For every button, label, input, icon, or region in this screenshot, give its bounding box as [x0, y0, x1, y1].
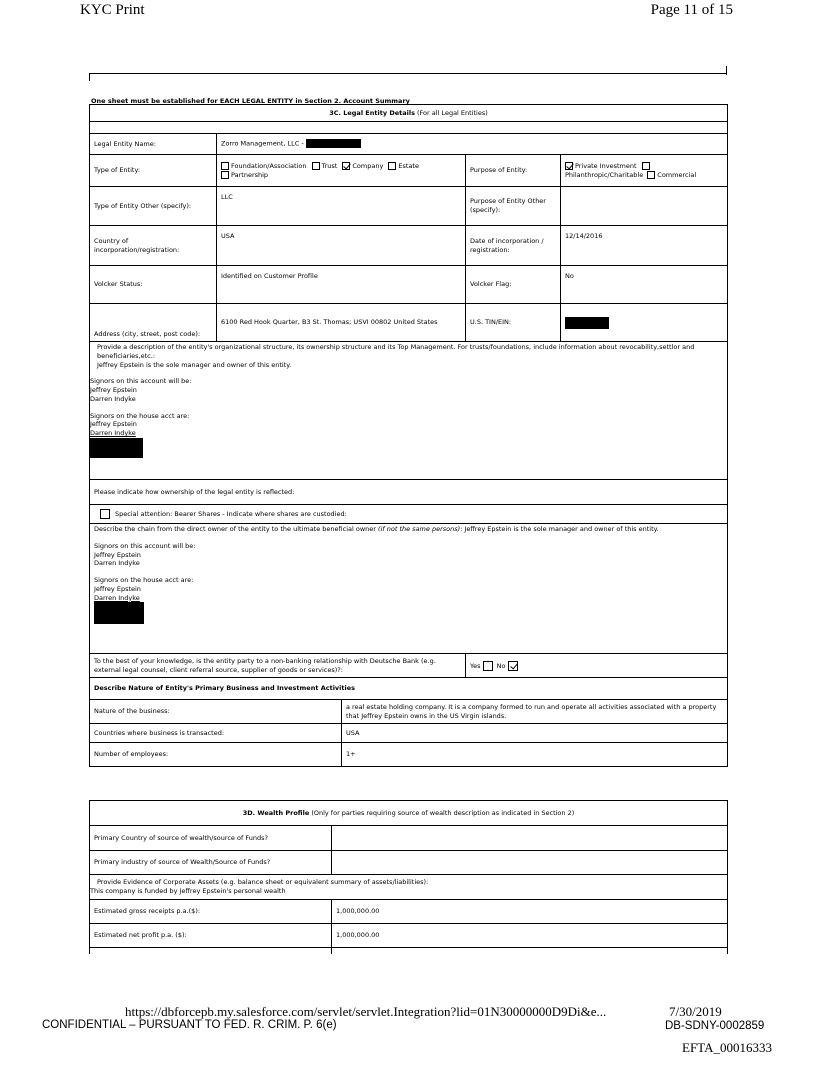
- address-value: 6100 Red Hook Quarter, B3 St. Thomas; USVI 00802 United States: [217, 304, 466, 342]
- redaction-box: [94, 602, 144, 624]
- divider-rule: [89, 73, 727, 74]
- checkbox-no[interactable]: [508, 661, 518, 671]
- ownership-chain-block: Describe the chain from the direct owner of the entity to the ultimate beneficial owner (if not the same persons): Jeffrey Epstein is the sole manager and owner of this entity. Signors on this account will be: Jeffrey Epstein Darren Indyke Signors on the house acct are: Jeffrey Epstein Darren Indyke: [90, 524, 728, 654]
- nature-business-label: Nature of the business:: [90, 700, 342, 724]
- nonbanking-question: To the best of your knowledge, is the entity party to a non-banking relationship with Deutsche Bank (e.g. external legal counsel, client referral source, supplier of goods or services)?:: [90, 654, 466, 678]
- source-url: https://dbforcepb.my.salesforce.com/servlet/servlet.Integration?lid=01N30000000D9Di&e...: [125, 1004, 607, 1019]
- net-profit-value: 1,000,000.00: [332, 924, 728, 948]
- efta-number: EFTA_00016333: [682, 1040, 772, 1055]
- date-incorporation-value: 12/14/2016: [561, 226, 728, 266]
- entity-description-block: Provide a description of the entity's organizational structure, its ownership structure and its Top Management. For trusts/foundations, include information about revocability,settlor and beneficiaries,etc.: Jeffrey Epstein is the sole manager and owner of this entity. Signors on this account will be: Jeffrey Epstein Darren Indyke Signors on the house acct are: Jeffrey Epstein Darren Indyke: [90, 342, 728, 480]
- checkbox-company[interactable]: [342, 162, 350, 170]
- section-3c-title: 3C. Legal Entity Details (For all Legal Entities): [90, 105, 728, 122]
- confidential-notice: CONFIDENTIAL – PURSUANT TO FED. R. CRIM. P. 6(e): [42, 1019, 337, 1031]
- legal-entity-name-value: Zorro Management, LLC -: [217, 134, 728, 155]
- checkbox-yes[interactable]: [483, 661, 493, 671]
- volcker-status-label: Volcker Status:: [90, 266, 217, 304]
- section-note: One sheet must be established for EACH LEGAL ENTITY in Section 2. Account Summary: [91, 97, 410, 105]
- primary-industry-value: [332, 851, 728, 875]
- employees-label: Number of employees:: [90, 743, 342, 767]
- checkbox-trust[interactable]: [312, 162, 320, 170]
- primary-country-value: [332, 826, 728, 851]
- print-date: 7/30/2019: [669, 1004, 722, 1019]
- tin-label: U.S. TIN/EIN:: [466, 304, 561, 342]
- type-other-label: Type of Entity Other (specify):: [90, 187, 217, 226]
- checkbox-philanthropic[interactable]: [642, 162, 650, 170]
- purpose-of-entity-options: Private Investment Philanthropic/Charitable Commercial: [561, 155, 728, 187]
- countries-value: USA: [342, 724, 728, 743]
- purpose-other-value: [561, 187, 728, 226]
- purpose-other-label: Purpose of Entity Other (specify):: [466, 187, 561, 226]
- ownership-prompt: Please indicate how ownership of the legal entity is reflected:: [90, 480, 728, 505]
- gross-receipts-value: 1,000,000.00: [332, 900, 728, 924]
- countries-label: Countries where business is transacted:: [90, 724, 342, 743]
- print-header-title: KYC Print: [80, 2, 145, 18]
- section-3d-title: 3D. Wealth Profile (Only for parties requiring source of wealth description as indicated in Section 2): [90, 801, 728, 826]
- checkbox-estate[interactable]: [388, 162, 396, 170]
- checkbox-partnership[interactable]: [221, 171, 229, 179]
- nature-activities-header: Describe Nature of Entity's Primary Business and Investment Activities: [90, 678, 728, 700]
- primary-country-label: Primary Country of source of wealth/source of Funds?: [90, 826, 332, 851]
- wealth-profile-table: [89, 800, 728, 954]
- redaction-box: [90, 438, 143, 458]
- redaction-box: [306, 139, 361, 148]
- tin-value: [561, 304, 728, 342]
- date-incorporation-label: Date of incorporation / registration:: [466, 226, 561, 266]
- checkbox-bearer-shares[interactable]: [100, 509, 110, 519]
- volcker-flag-label: Volcker Flag:: [466, 266, 561, 304]
- type-of-entity-label: Type of Entity:: [90, 155, 217, 187]
- country-value: USA: [217, 226, 466, 266]
- legal-entity-details-table: [89, 104, 728, 767]
- primary-industry-label: Primary industry of source of Wealth/Source of Funds?: [90, 851, 332, 875]
- divider-tick-right: [726, 66, 727, 75]
- nature-business-value: a real estate holding company. It is a company formed to run and operate all activities associated with a property that Jeffrey Epstein owns in the US Virgin islands.: [342, 700, 728, 724]
- net-profit-label: Estimated net profit p.a. ($):: [90, 924, 332, 948]
- volcker-status-value: Identified on Customer Profile: [217, 266, 466, 304]
- purpose-of-entity-label: Purpose of Entity:: [466, 155, 561, 187]
- gross-receipts-label: Estimated gross receipts p.a.($):: [90, 900, 332, 924]
- employees-value: 1+: [342, 743, 728, 767]
- divider-tick-left: [89, 73, 90, 81]
- bates-number: DB-SDNY-0002859: [665, 1020, 765, 1032]
- type-other-value: LLC: [217, 187, 466, 226]
- redaction-box: [565, 317, 609, 329]
- address-label: Address (city, street, post code):: [90, 304, 217, 342]
- page-number: Page 11 of 15: [650, 2, 733, 18]
- checkbox-foundation[interactable]: [221, 162, 229, 170]
- checkbox-commercial[interactable]: [647, 171, 655, 179]
- evidence-block: Provide Evidence of Corporate Assets (e.g. balance sheet or equivalent summary of assets/liabilities): This company is funded by Jeffrey Epstein's personal wealth: [90, 875, 728, 900]
- type-of-entity-options: Foundation/Association Trust Company Estate Partnership: [217, 155, 466, 187]
- legal-entity-name-label: Legal Entity Name:: [90, 134, 217, 155]
- bearer-shares-row: Special attention: Bearer Shares - Indicate where shares are custodied:: [90, 505, 728, 524]
- nonbanking-answer: Yes No: [466, 654, 728, 678]
- checkbox-private-investment[interactable]: [565, 162, 573, 170]
- country-label: Country of incorporation/registration:: [90, 226, 217, 266]
- volcker-flag-value: No: [561, 266, 728, 304]
